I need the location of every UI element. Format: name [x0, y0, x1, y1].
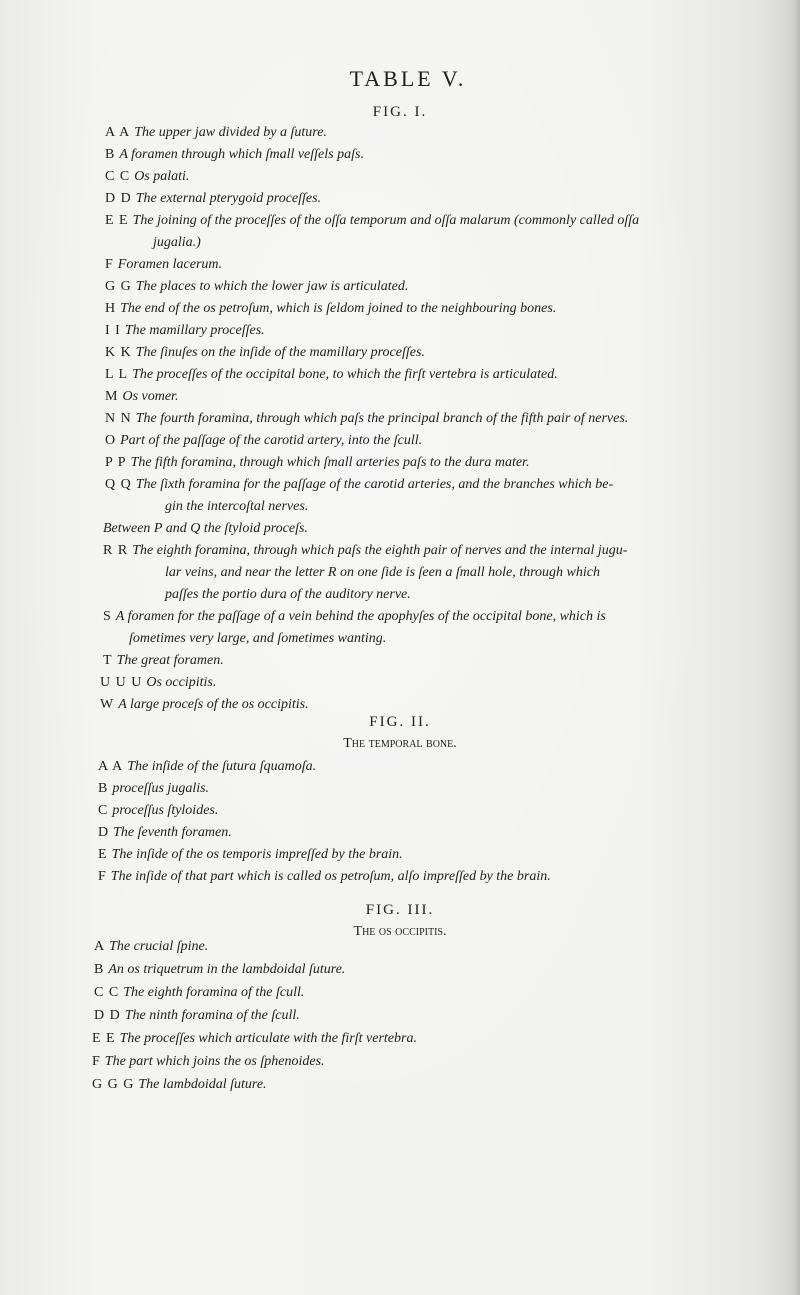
entry-text: proceſſus jugalis. [112, 781, 210, 796]
entry-text: The upper jaw divided by a ſuture. [134, 125, 327, 140]
list-item [94, 959, 345, 981]
entry-continuation: ſometimes very large, and ſometimes wanting. [129, 631, 387, 646]
list-item [98, 866, 551, 888]
entry-letter: B [98, 781, 109, 796]
list-item [94, 982, 304, 1004]
page-edge-shadow [794, 0, 800, 1295]
entry-letter: N N [105, 411, 132, 426]
entry-text: The eighth foramina, through which paſs the eighth pair of nerves and the internal jugu- [132, 543, 628, 558]
entry-letter: U U U [100, 675, 143, 690]
entry-letter: D D [94, 1008, 121, 1023]
entry-letter: E E [105, 213, 129, 228]
entry-text: Part of the paſſage of the carotid artery, into the ſcull. [120, 433, 423, 448]
entry-letter: T [103, 653, 113, 668]
list-item [105, 188, 321, 210]
entry-letter: L L [105, 367, 129, 382]
entry-letter: H [105, 301, 117, 316]
entry-letter: M [105, 389, 119, 404]
entry-text: Os occipitis. [146, 675, 217, 690]
entry-continuation: paſſes the portio dura of the auditory nerve. [165, 587, 411, 602]
list-item [105, 408, 628, 430]
list-item [105, 386, 178, 408]
entry-text: The eighth foramina of the ſcull. [123, 985, 305, 1000]
entry-text: The ninth foramina of the ſcull. [124, 1008, 300, 1023]
list-item [105, 298, 556, 320]
list-item [92, 1051, 325, 1073]
entry-text: The mamillary proceſſes. [124, 323, 265, 338]
entry-text: proceſſus ſtyloides. [112, 803, 219, 818]
entry-text: The joining of the proceſſes of the oſſa temporum and oſſa malarum (commonly called oſſa [132, 213, 640, 228]
entry-text: A foramen through which ſmall veſſels paſs. [119, 147, 364, 162]
list-item [98, 800, 218, 822]
entry-continuation: jugalia.) [153, 235, 201, 250]
entry-letter: C C [94, 985, 120, 1000]
list-item [105, 276, 408, 298]
list-item [105, 166, 189, 188]
entry-letter: C C [105, 169, 131, 184]
list-item [105, 474, 613, 518]
entry-continuation: lar veins, and near the letter R on one ſide is ſeen a ſmall hole, through which [165, 565, 600, 580]
list-item [105, 254, 222, 276]
list-item [103, 540, 627, 606]
entry-letter: A A [105, 125, 131, 140]
list-item [103, 518, 308, 540]
entry-text: Os palati. [134, 169, 190, 184]
entry-letter: D [98, 825, 110, 840]
fig1-heading: FIG. I. [372, 104, 428, 120]
fig3-subtitle: The os occipitis. [353, 924, 447, 939]
list-item [105, 342, 425, 364]
list-item [98, 822, 232, 844]
entry-text: The inſide of that part which is called os petroſum, alſo impreſſed by the brain. [110, 869, 551, 884]
entry-text: A large proceſs of the os occipitis. [118, 697, 309, 712]
list-item [105, 144, 364, 166]
fig2-heading: FIG. II. [369, 714, 431, 730]
entry-letter: A A [98, 759, 124, 774]
entry-letter: E E [92, 1031, 116, 1046]
list-item [105, 452, 529, 474]
list-item [94, 1005, 300, 1027]
entry-letter: A [94, 939, 106, 954]
entry-letter: C [98, 803, 109, 818]
list-item [105, 122, 327, 144]
entry-letter: F [92, 1054, 101, 1069]
list-item [100, 672, 216, 694]
entry-letter: G G [105, 279, 132, 294]
entry-text: The proceſſes of the occipital bone, to which the firſt vertebra is articulated. [132, 367, 558, 382]
list-item [100, 694, 309, 716]
entry-text: The places to which the lower jaw is articulated. [135, 279, 409, 294]
list-item [98, 844, 403, 866]
entry-letter: B [105, 147, 116, 162]
entry-letter: F [98, 869, 107, 884]
list-item [103, 650, 224, 672]
list-item [103, 606, 606, 650]
entry-text: The ſeventh foramen. [113, 825, 232, 840]
entry-continuation: gin the intercoſtal nerves. [165, 499, 309, 514]
entry-text: The inſide of the ſutura ſquamoſa. [127, 759, 317, 774]
entry-letter: Q Q [105, 477, 132, 492]
entry-text: The inſide of the os temporis impreſſed by the brain. [111, 847, 403, 862]
entry-text: Foramen lacerum. [117, 257, 222, 272]
entry-text: The end of the os petroſum, which is ſeldom joined to the neighbouring bones. [120, 301, 557, 316]
list-item [105, 430, 422, 452]
list-item [92, 1074, 267, 1096]
entry-letter: R R [103, 543, 129, 558]
fig2-subtitle: The temporal bone. [343, 736, 457, 751]
entry-text: The fifth foramina, through which ſmall arteries paſs to the dura mater. [130, 455, 530, 470]
entry-text: The ſixth foramina for the paſſage of the carotid arteries, and the branches which be- [135, 477, 614, 492]
entry-letter: I I [105, 323, 121, 338]
entry-text: The great foramen. [116, 653, 224, 668]
list-item [105, 364, 558, 386]
entry-text: The fourth foramina, through which paſs the principal branch of the fifth pair of nerves. [135, 411, 629, 426]
entry-text: The part which joins the os ſphenoides. [104, 1054, 325, 1069]
entry-letter: D D [105, 191, 132, 206]
entry-letter: E [98, 847, 108, 862]
entry-text: Between P and Q the ſtyloid proceſs. [103, 521, 308, 536]
list-item [92, 1028, 417, 1050]
page-title: TABLE V. [349, 66, 467, 91]
entry-text: Os vomer. [122, 389, 179, 404]
entry-letter: P P [105, 455, 127, 470]
entry-letter: W [100, 697, 115, 712]
entry-text: The crucial ſpine. [109, 939, 209, 954]
entry-letter: S [103, 609, 112, 624]
entry-text: The proceſſes which articulate with the firſt vertebra. [119, 1031, 417, 1046]
entry-letter: K K [105, 345, 132, 360]
entry-text: A foramen for the paſſage of a vein behind the apophyſes of the occipital bone, which is [115, 609, 606, 624]
entry-letter: B [94, 962, 105, 977]
fig3-heading: FIG. III. [365, 902, 435, 918]
entry-text: The external pterygoid proceſſes. [135, 191, 322, 206]
entry-text: The ſinuſes on the inſide of the mamillary proceſſes. [135, 345, 425, 360]
entry-text: The lambdoidal ſuture. [138, 1077, 267, 1092]
entry-letter: O [105, 433, 117, 448]
list-item [105, 210, 639, 254]
list-item [98, 778, 209, 800]
entry-letter: G G G [92, 1077, 135, 1092]
entry-text: An os triquetrum in the lambdoidal ſuture. [108, 962, 346, 977]
list-item [105, 320, 265, 342]
list-item [94, 936, 208, 958]
entry-letter: F [105, 257, 114, 272]
list-item [98, 756, 316, 778]
